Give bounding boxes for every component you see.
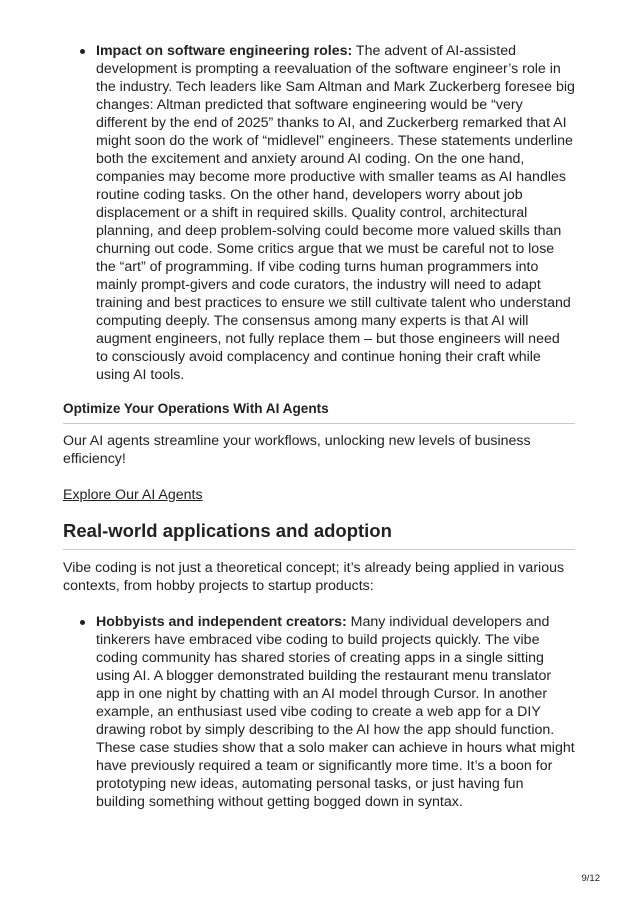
bullet-lead: Impact on software engineering roles: bbox=[96, 43, 353, 59]
promo-title: Optimize Your Operations With AI Agents bbox=[63, 400, 575, 424]
list-item bbox=[96, 613, 575, 811]
promo-text: Our AI agents streamline your workflows, unlocking new levels of business efficiency! bbox=[63, 433, 531, 467]
section-heading: Real-world applications and adoption bbox=[63, 520, 575, 550]
bullet-dot-icon bbox=[80, 620, 85, 625]
bullet-body: The advent of AI-assisted development is prompting a reevaluation of the software engineer’s role in the industry. Tech leaders like Sam Altman and Mark Zuckerberg foresee big changes: Altman predicted that software engineering would be “very different by the end of 2025” thanks to AI, and Zuckerberg remarked that AI might soon do the work of “midlevel” engineers. These statements underline both the excitement and anxiety around AI coding. On the one hand, companies may become more productive with smaller teams as AI handles routine coding tasks. On the other hand, developers worry about job displacement or a shift in required skills. Quality control, architectural planning, and deep problem-solving could become more valued skills than churning out code. Some critics argue that we must be careful not to lose the “art” of programming. If vibe coding turns human programmers into mainly prompt-givers and code curators, the industry will need to adapt training and best practices to ensure we still cultivate talent who understand computing deeply. The consensus among many experts is that AI will augment engineers, not fully replace them – but those engineers will need to consciously avoid complacency and continue honing their craft while using AI tools. bbox=[96, 43, 575, 383]
page-number: 9/12 bbox=[581, 873, 600, 884]
bullet-lead: Hobbyists and independent creators: bbox=[96, 614, 347, 630]
bullet-list bbox=[63, 613, 575, 811]
bullet-dot-icon bbox=[80, 49, 85, 54]
bullet-list bbox=[63, 42, 575, 384]
section-intro: Vibe coding is not just a theoretical concept; it’s already being applied in various contexts, from hobby projects to startup products: bbox=[63, 560, 565, 594]
bullet-body: Many individual developers and tinkerers have embraced vibe coding to build projects quickly. The vibe coding community has shared stories of creating apps in a single sitting using AI. A blogger demonstrated building the restaurant menu translator app in one night by chatting with an AI model through Cursor. In another example, an enthusiast used vibe coding to create a web app for a DIY drawing robot by simply describing to the AI how the app should function. These case studies show that a solo maker can achieve in hours what might have previously required a team or significantly more time. It’s a boon for prototyping new ideas, automating personal tasks, or just having fun building something without getting bogged down in syntax. bbox=[96, 614, 575, 810]
list-item bbox=[96, 42, 575, 384]
explore-ai-agents-link[interactable]: Explore Our AI Agents bbox=[63, 487, 203, 503]
page-content bbox=[63, 42, 575, 811]
